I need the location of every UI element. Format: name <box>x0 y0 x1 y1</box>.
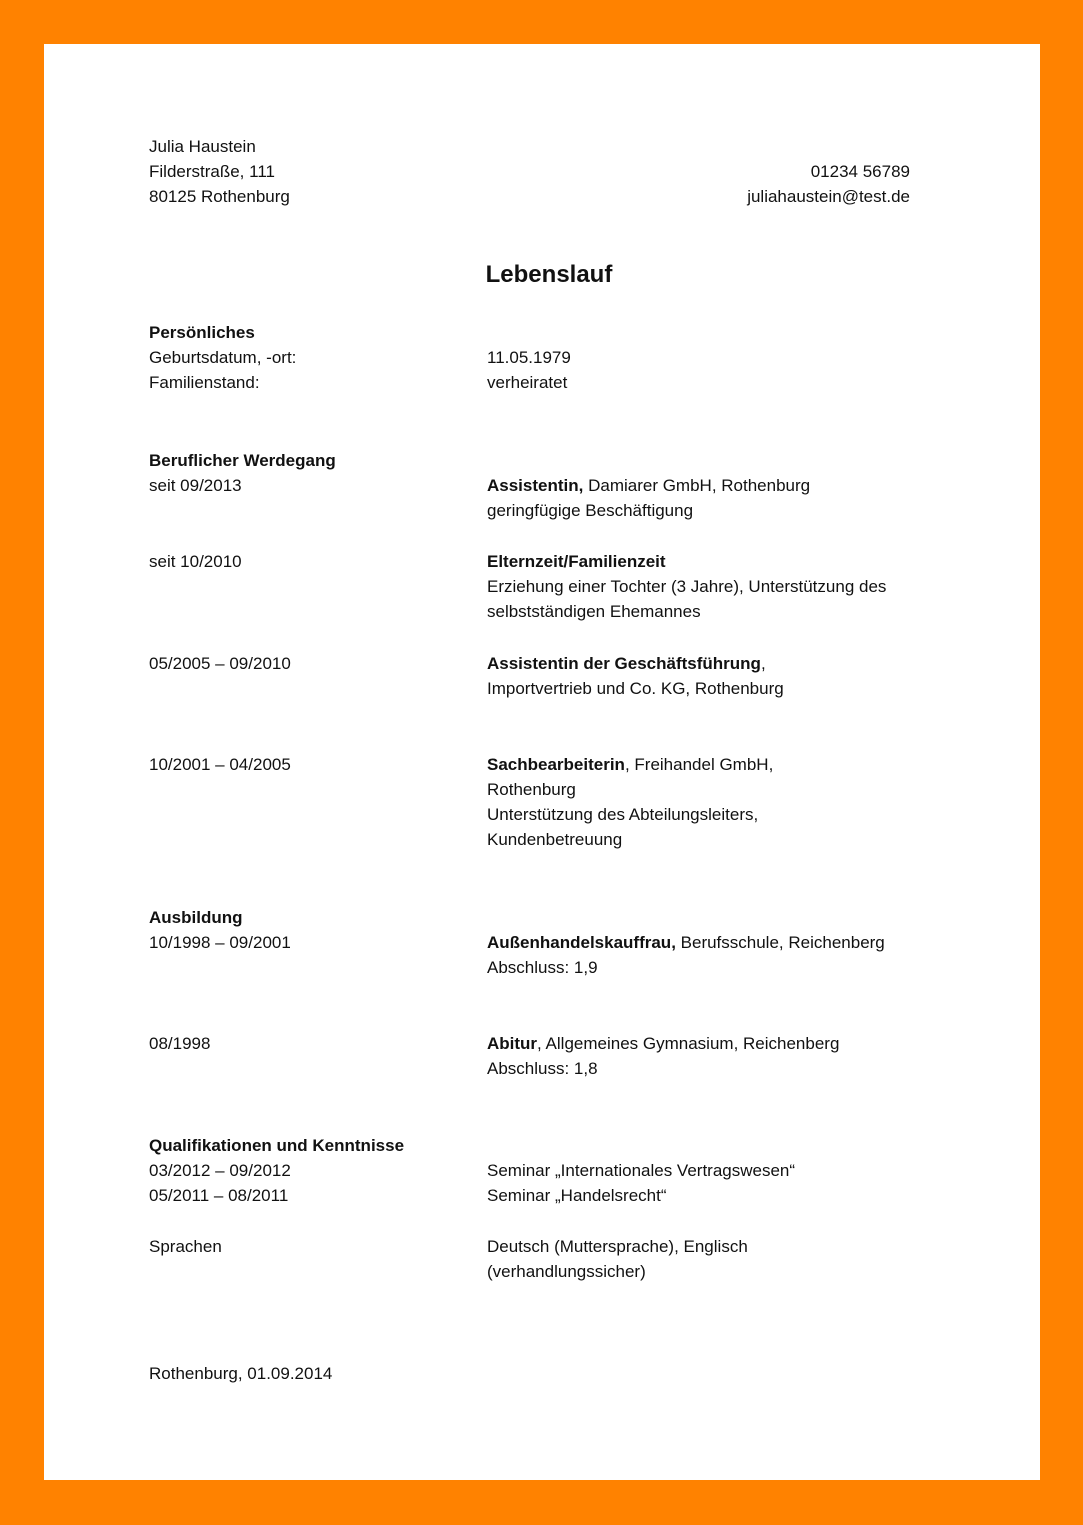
career-entry <box>487 651 957 701</box>
languages-label: Sprachen <box>149 1237 222 1256</box>
resume-page <box>44 44 1040 1480</box>
section-heading-qualifications: Qualifikationen und Kenntnisse <box>149 1136 405 1155</box>
career-detail: Unterstützung des Abteilungsleiters, Kundenbetreuung <box>487 805 759 849</box>
education-school: , Allgemeines Gymnasium, Reichenberg <box>537 1034 840 1053</box>
sender-name: Julia Haustein <box>149 137 256 156</box>
qualification-date: 03/2012 – 09/2012 <box>149 1161 291 1180</box>
career-entry <box>487 752 847 852</box>
education-degree: Abitur <box>487 1034 538 1053</box>
page-title: Lebenslauf <box>485 261 613 288</box>
career-date: seit 10/2010 <box>149 552 242 571</box>
sender-city: 80125 Rothenburg <box>149 187 290 206</box>
career-employer: Damiarer GmbH, Rothenburg <box>583 476 811 495</box>
career-detail: Erziehung einer Tochter (3 Jahre), Unterstützung des selbstständigen Ehemannes <box>487 577 887 621</box>
education-entry <box>487 930 887 980</box>
sender-phone: 01234 56789 <box>810 162 910 181</box>
education-degree: Außenhandelskauffrau, <box>487 933 676 952</box>
career-employer: , <box>760 654 766 673</box>
personal-value: verheiratet <box>487 373 568 392</box>
career-date: 10/2001 – 04/2005 <box>149 755 291 774</box>
education-entry <box>487 1031 957 1081</box>
section-heading-personal: Persönliches <box>149 323 255 342</box>
place-date: Rothenburg, 01.09.2014 <box>149 1364 333 1383</box>
career-position: Assistentin der Geschäftsführung <box>487 654 761 673</box>
career-position: Elternzeit/Familienzeit <box>487 552 666 571</box>
career-entry <box>487 549 957 624</box>
personal-label: Familienstand: <box>149 373 260 392</box>
section-heading-career: Beruflicher Werdegang <box>149 451 336 470</box>
career-employer: , Freihandel GmbH, Rothenburg <box>487 755 774 799</box>
career-entry <box>487 473 957 523</box>
career-detail: Importvertrieb und Co. KG, Rothenburg <box>487 679 784 698</box>
sender-email: juliahaustein@test.de <box>747 187 910 206</box>
career-position: Sachbearbeiterin <box>487 755 625 774</box>
career-date: 05/2005 – 09/2010 <box>149 654 291 673</box>
career-date: seit 09/2013 <box>149 476 242 495</box>
qualification-text: Seminar „Internationales Vertragswesen“ <box>487 1161 796 1180</box>
personal-value: 11.05.1979 <box>487 348 571 367</box>
education-school: Berufsschule, Reichenberg <box>675 933 885 952</box>
career-detail: geringfügige Beschäftigung <box>487 501 694 520</box>
languages-text: Deutsch (Muttersprache), Englisch (verhandlungssicher) <box>487 1237 748 1281</box>
education-date: 08/1998 <box>149 1034 211 1053</box>
education-grade: Abschluss: 1,8 <box>487 1059 598 1078</box>
sender-street: Filderstraße, 111 <box>149 162 275 181</box>
education-grade: Abschluss: 1,9 <box>487 958 598 977</box>
section-heading-education: Ausbildung <box>149 908 243 927</box>
qualification-date: 05/2011 – 08/2011 <box>149 1186 289 1205</box>
education-date: 10/1998 – 09/2001 <box>149 933 291 952</box>
qualification-text: Seminar „Handelsrecht“ <box>487 1186 667 1205</box>
career-position: Assistentin, <box>487 476 584 495</box>
personal-label: Geburtsdatum, -ort: <box>149 348 297 367</box>
